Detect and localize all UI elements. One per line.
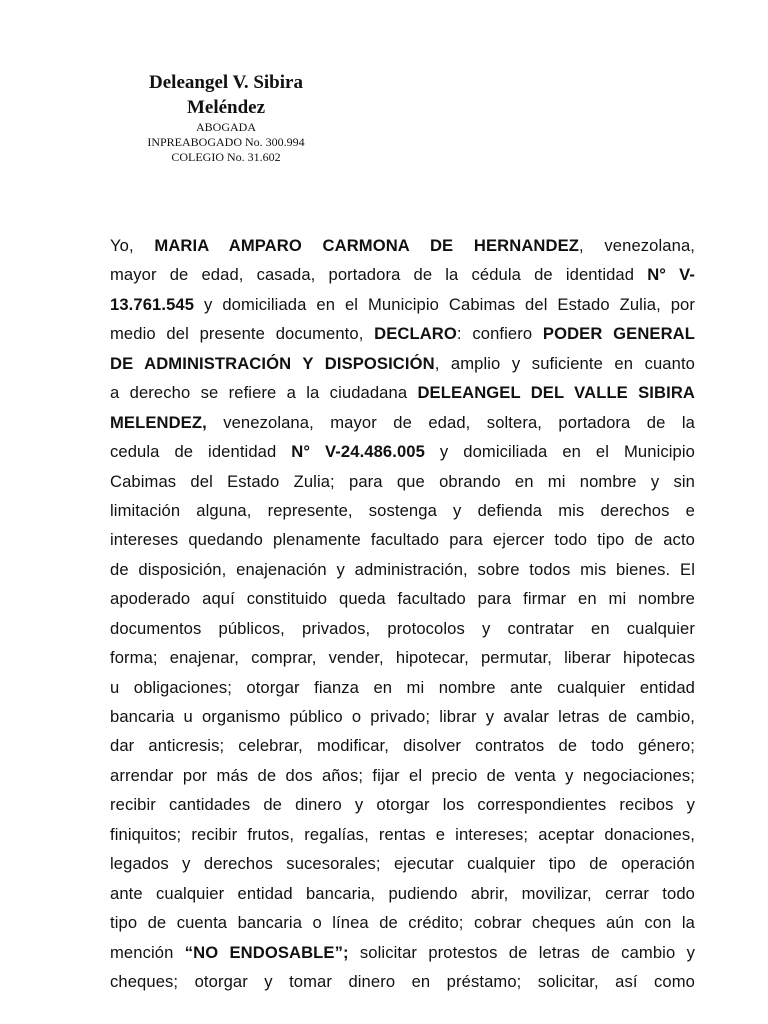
text-run: dar anticresis; celebrar, modificar, disolver contratos de todo género; <box>110 736 695 756</box>
paragraph-line <box>110 525 695 554</box>
text-run: legados y derechos sucesorales; ejecutar cualquier tipo de operación <box>110 854 695 874</box>
lawyer-name-line-2: Meléndez <box>186 97 266 118</box>
paragraph-line <box>110 731 695 760</box>
text-run: solicitar protestos de letras de cambio y <box>348 942 695 962</box>
bold-text: DECLARO <box>374 324 457 344</box>
colegio-number: COLEGIO No. 31.602 <box>171 150 281 164</box>
text-run: , venezolana, <box>579 236 695 255</box>
text-run: intereses quedando plenamente facultado para ejercer todo tipo de acto <box>110 530 695 550</box>
bold-text: PODER GENERAL <box>542 324 695 344</box>
paragraph-line <box>110 673 695 702</box>
paragraph-line <box>110 790 695 819</box>
text-run: Cabimas del Estado Zulia; para que obrando en mi nombre y sin <box>110 471 695 491</box>
inpreabogado-number: INPREABOGADO No. 300.994 <box>147 135 305 149</box>
bold-text: 13.761.545 <box>110 294 195 314</box>
paragraph-line <box>110 290 695 319</box>
paragraph-line <box>110 849 695 878</box>
paragraph-line <box>110 231 695 260</box>
paragraph-line <box>110 820 695 849</box>
text-run: documentos públicos, privados, protocolos y contratar en cualquier <box>110 618 695 638</box>
text-run: cedula de identidad <box>110 442 292 462</box>
paragraph-line <box>110 967 695 996</box>
letterhead <box>128 70 324 165</box>
bold-text: N° V- <box>647 265 695 285</box>
lawyer-name-line-1: Deleangel V. Sibira <box>149 72 303 93</box>
paragraph-line <box>110 614 695 643</box>
bold-text: MARIA AMPARO CARMONA DE HERNANDEZ <box>154 236 579 255</box>
text-run: bancaria u organismo público o privado; librar y avalar letras de cambio, <box>110 707 695 726</box>
text-run: medio del presente documento, <box>110 324 375 344</box>
bold-text: DELEANGEL DEL VALLE SIBIRA <box>417 383 695 403</box>
text-run: , amplio y suficiente en cuanto <box>434 353 695 373</box>
paragraph-line <box>110 467 695 496</box>
text-run: cheques; otorgar y tomar dinero en préstamo; solicitar, así como <box>110 971 695 991</box>
text-run: forma; enajenar, comprar, vender, hipotecar, permutar, liberar hipotecas <box>110 648 695 668</box>
text-run: recibir cantidades de dinero y otorgar los correspondientes recibos y <box>110 795 695 815</box>
paragraph-line <box>110 555 695 584</box>
paragraph-line <box>110 643 695 672</box>
text-run: Yo, <box>110 236 155 255</box>
paragraph-line <box>110 319 695 348</box>
paragraph-line <box>110 408 695 437</box>
bold-text: MELENDEZ, <box>110 412 207 432</box>
paragraph-line <box>110 260 695 289</box>
document-body <box>110 231 695 996</box>
text-run: de disposición, enajenación y administración, sobre todos mis bienes. El <box>110 559 695 579</box>
paragraph-line <box>110 938 695 967</box>
text-run: finiquitos; recibir frutos, regalías, rentas e intereses; aceptar donaciones, <box>110 824 695 844</box>
text-run: y domiciliada en el Municipio <box>424 442 695 462</box>
text-run: y domiciliada en el Municipio Cabimas del Estado Zulia, por <box>194 294 695 314</box>
paragraph-line <box>110 879 695 908</box>
text-run: venezolana, mayor de edad, soltera, portadora de la <box>206 412 695 432</box>
bold-text: N° V-24.486.005 <box>291 442 425 462</box>
paragraph-line <box>110 378 695 407</box>
text-run: apoderado aquí constituido queda facultado para firmar en mi nombre <box>110 589 695 609</box>
paragraph-line <box>110 584 695 613</box>
bold-text: “NO ENDOSABLE”; <box>184 942 349 962</box>
text-run: ante cualquier entidad bancaria, pudiendo abrir, movilizar, cerrar todo <box>110 883 695 903</box>
paragraph-line <box>110 761 695 790</box>
lawyer-title: ABOGADA <box>196 120 256 134</box>
paragraph-line <box>110 349 695 378</box>
text-run: mayor de edad, casada, portadora de la cédula de identidad <box>110 265 648 285</box>
text-run: mención <box>110 942 185 962</box>
text-run: u obligaciones; otorgar fianza en mi nombre ante cualquier entidad <box>110 677 695 697</box>
bold-text: DE ADMINISTRACIÓN Y DISPOSICIÓN <box>110 353 435 373</box>
text-run: tipo de cuenta bancaria o línea de crédito; cobrar cheques aún con la <box>110 913 695 933</box>
text-run: limitación alguna, represente, sostenga y defienda mis derechos e <box>110 500 695 520</box>
paragraph-line <box>110 496 695 525</box>
text-run: a derecho se refiere a la ciudadana <box>110 383 418 403</box>
paragraph-line <box>110 437 695 466</box>
text-run: arrendar por más de dos años; fijar el precio de venta y negociaciones; <box>110 765 695 785</box>
paragraph-line <box>110 908 695 937</box>
paragraph-line <box>110 702 695 731</box>
text-run: : confiero <box>456 324 543 344</box>
